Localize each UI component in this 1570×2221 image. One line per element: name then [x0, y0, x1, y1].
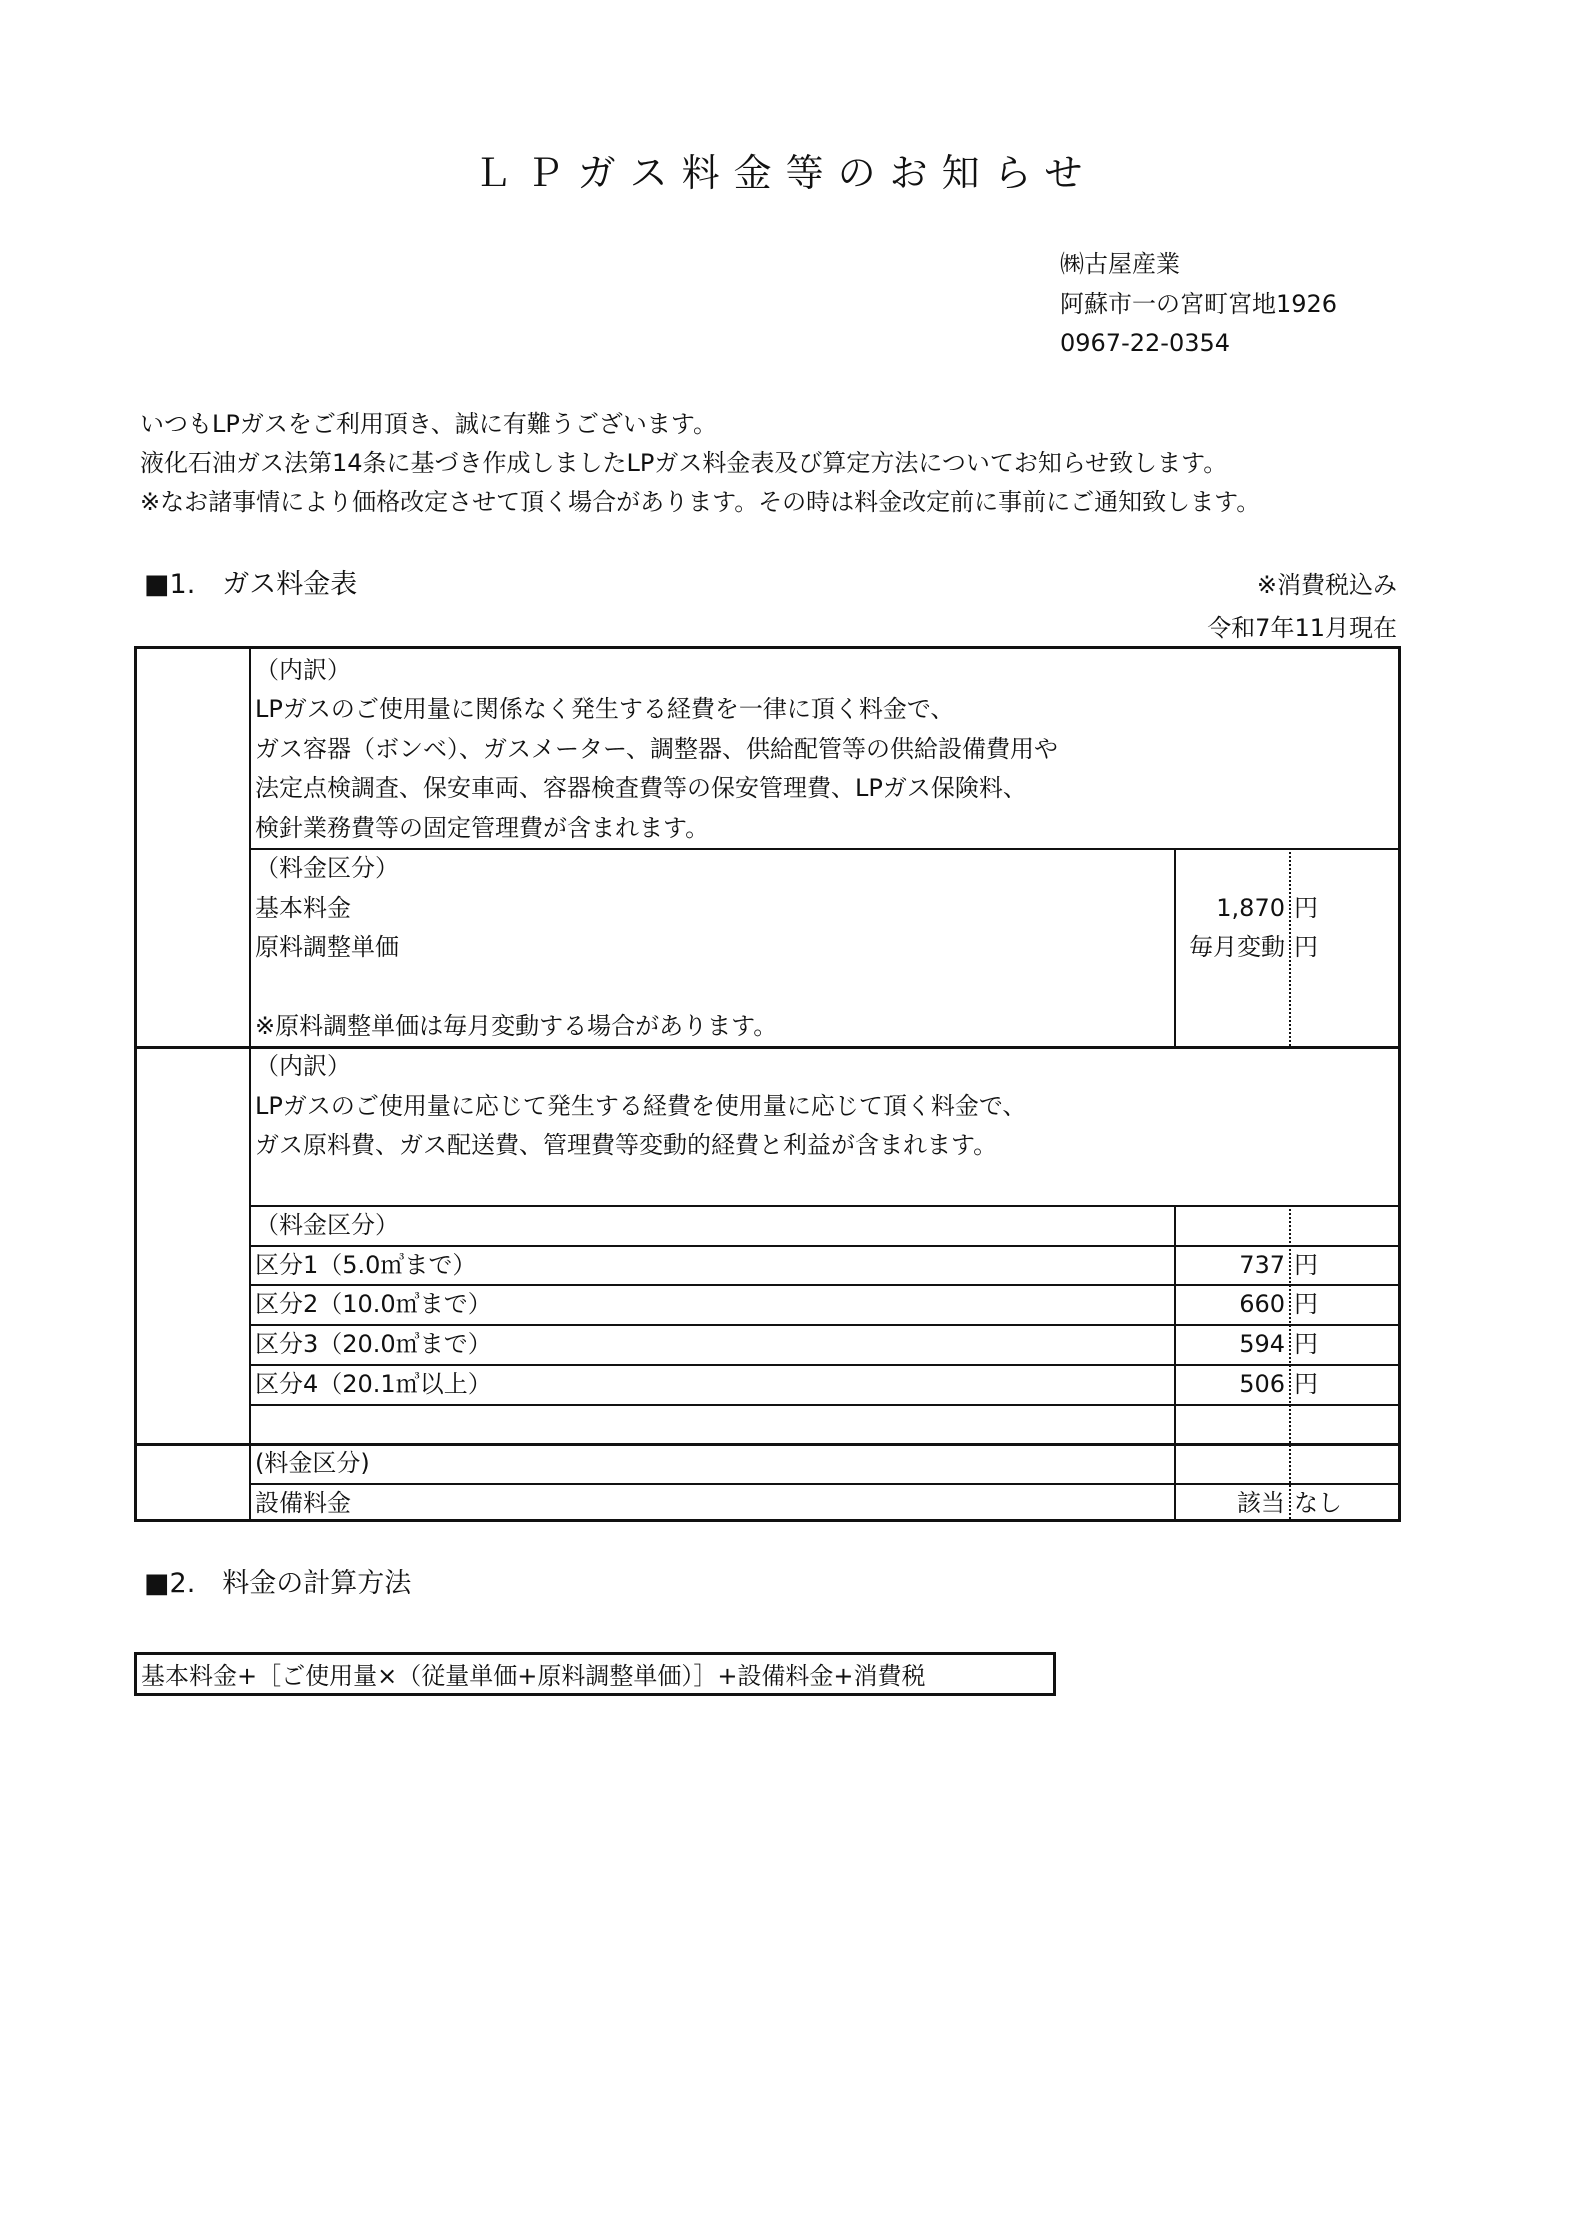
basic-description-line: 検針業務費等の固定管理費が含まれます。	[255, 814, 710, 842]
volume-tier-amount: 506	[1239, 1370, 1285, 1398]
equipment-amount: 該当	[1237, 1489, 1285, 1517]
basic-note: ※原料調整単価は毎月変動する場合があります。	[255, 1012, 778, 1040]
company-address: 阿蘇市一の宮町宮地1926	[1060, 290, 1338, 318]
volume-tier-amount: 737	[1239, 1251, 1285, 1279]
volume-tier-label: 区分3（20.0㎥まで）	[255, 1330, 492, 1358]
volume-tier-unit: 円	[1294, 1251, 1318, 1279]
basic-description-line: 法定点検調査、保安車両、容器検査費等の保安管理費、LPガス保険料、	[255, 774, 1027, 802]
intro-line-1: いつもLPガスをご利用頂き、誠に有難うございます。	[140, 410, 717, 438]
volume-description-line: LPガスのご使用量に応じて発生する経費を使用量に応じて頂く料金で、	[255, 1092, 1027, 1120]
basic-item-amount: 毎月変動	[1189, 933, 1285, 961]
fee-table	[134, 646, 1401, 1522]
volume-description-line: ガス原料費、ガス配送費、管理費等変動的経費と利益が含まれます。	[255, 1131, 998, 1159]
intro-line-2: 液化石油ガス法第14条に基づき作成しましたLPガス料金表及び算定方法についてお知らせ致します。	[140, 449, 1228, 477]
basic-item-label: 基本料金	[255, 894, 351, 922]
volume-breakdown-label: （内訳）	[255, 1052, 351, 1080]
basic-item-label: 原料調整単価	[255, 933, 399, 961]
company-name: ㈱古屋産業	[1060, 250, 1180, 278]
volume-tier-label: 区分2（10.0㎥まで）	[255, 1290, 492, 1318]
volume-tier-amount: 660	[1239, 1290, 1285, 1318]
equipment-fee-class-label: (料金区分)	[255, 1449, 370, 1477]
equipment-unit: なし	[1294, 1489, 1342, 1517]
volume-tier-amount: 594	[1239, 1330, 1285, 1358]
volume-tier-unit: 円	[1294, 1370, 1318, 1398]
volume-fee-class-label: （料金区分）	[255, 1211, 399, 1239]
equipment-label: 設備料金	[255, 1489, 351, 1517]
basic-breakdown-label: （内訳）	[255, 656, 351, 684]
page-title: ＬＰガス料金等のお知らせ	[473, 151, 1097, 195]
basic-description-line: LPガスのご使用量に関係なく発生する経費を一律に頂く料金で、	[255, 695, 955, 723]
tax-note: ※消費税込み	[1256, 571, 1397, 599]
formula-text: 基本料金+［ご使用量×（従量単価+原料調整単価）］+設備料金+消費税	[141, 1662, 926, 1690]
section1-heading: ■1. ガス料金表	[144, 569, 358, 600]
date-note: 令和7年11月現在	[1207, 614, 1397, 642]
volume-tier-label: 区分1（5.0㎥まで）	[255, 1251, 477, 1279]
intro-line-3: ※なお諸事情により価格改定させて頂く場合があります。その時は料金改定前に事前にご通知致します。	[140, 488, 1261, 516]
basic-fee-class-label: （料金区分）	[255, 854, 399, 882]
company-phone: 0967-22-0354	[1060, 329, 1231, 357]
basic-item-unit: 円	[1294, 894, 1318, 922]
basic-item-amount: 1,870	[1216, 894, 1285, 922]
basic-description-line: ガス容器（ボンベ）、ガスメーター、調整器、供給配管等の供給設備費用や	[255, 735, 1059, 763]
section2-heading: ■2. 料金の計算方法	[144, 1568, 412, 1599]
volume-tier-unit: 円	[1294, 1290, 1318, 1318]
volume-tier-unit: 円	[1294, 1330, 1318, 1358]
basic-item-unit: 円	[1294, 933, 1318, 961]
volume-tier-label: 区分4（20.1㎥以上）	[255, 1370, 492, 1398]
formula-box	[134, 1652, 1056, 1696]
